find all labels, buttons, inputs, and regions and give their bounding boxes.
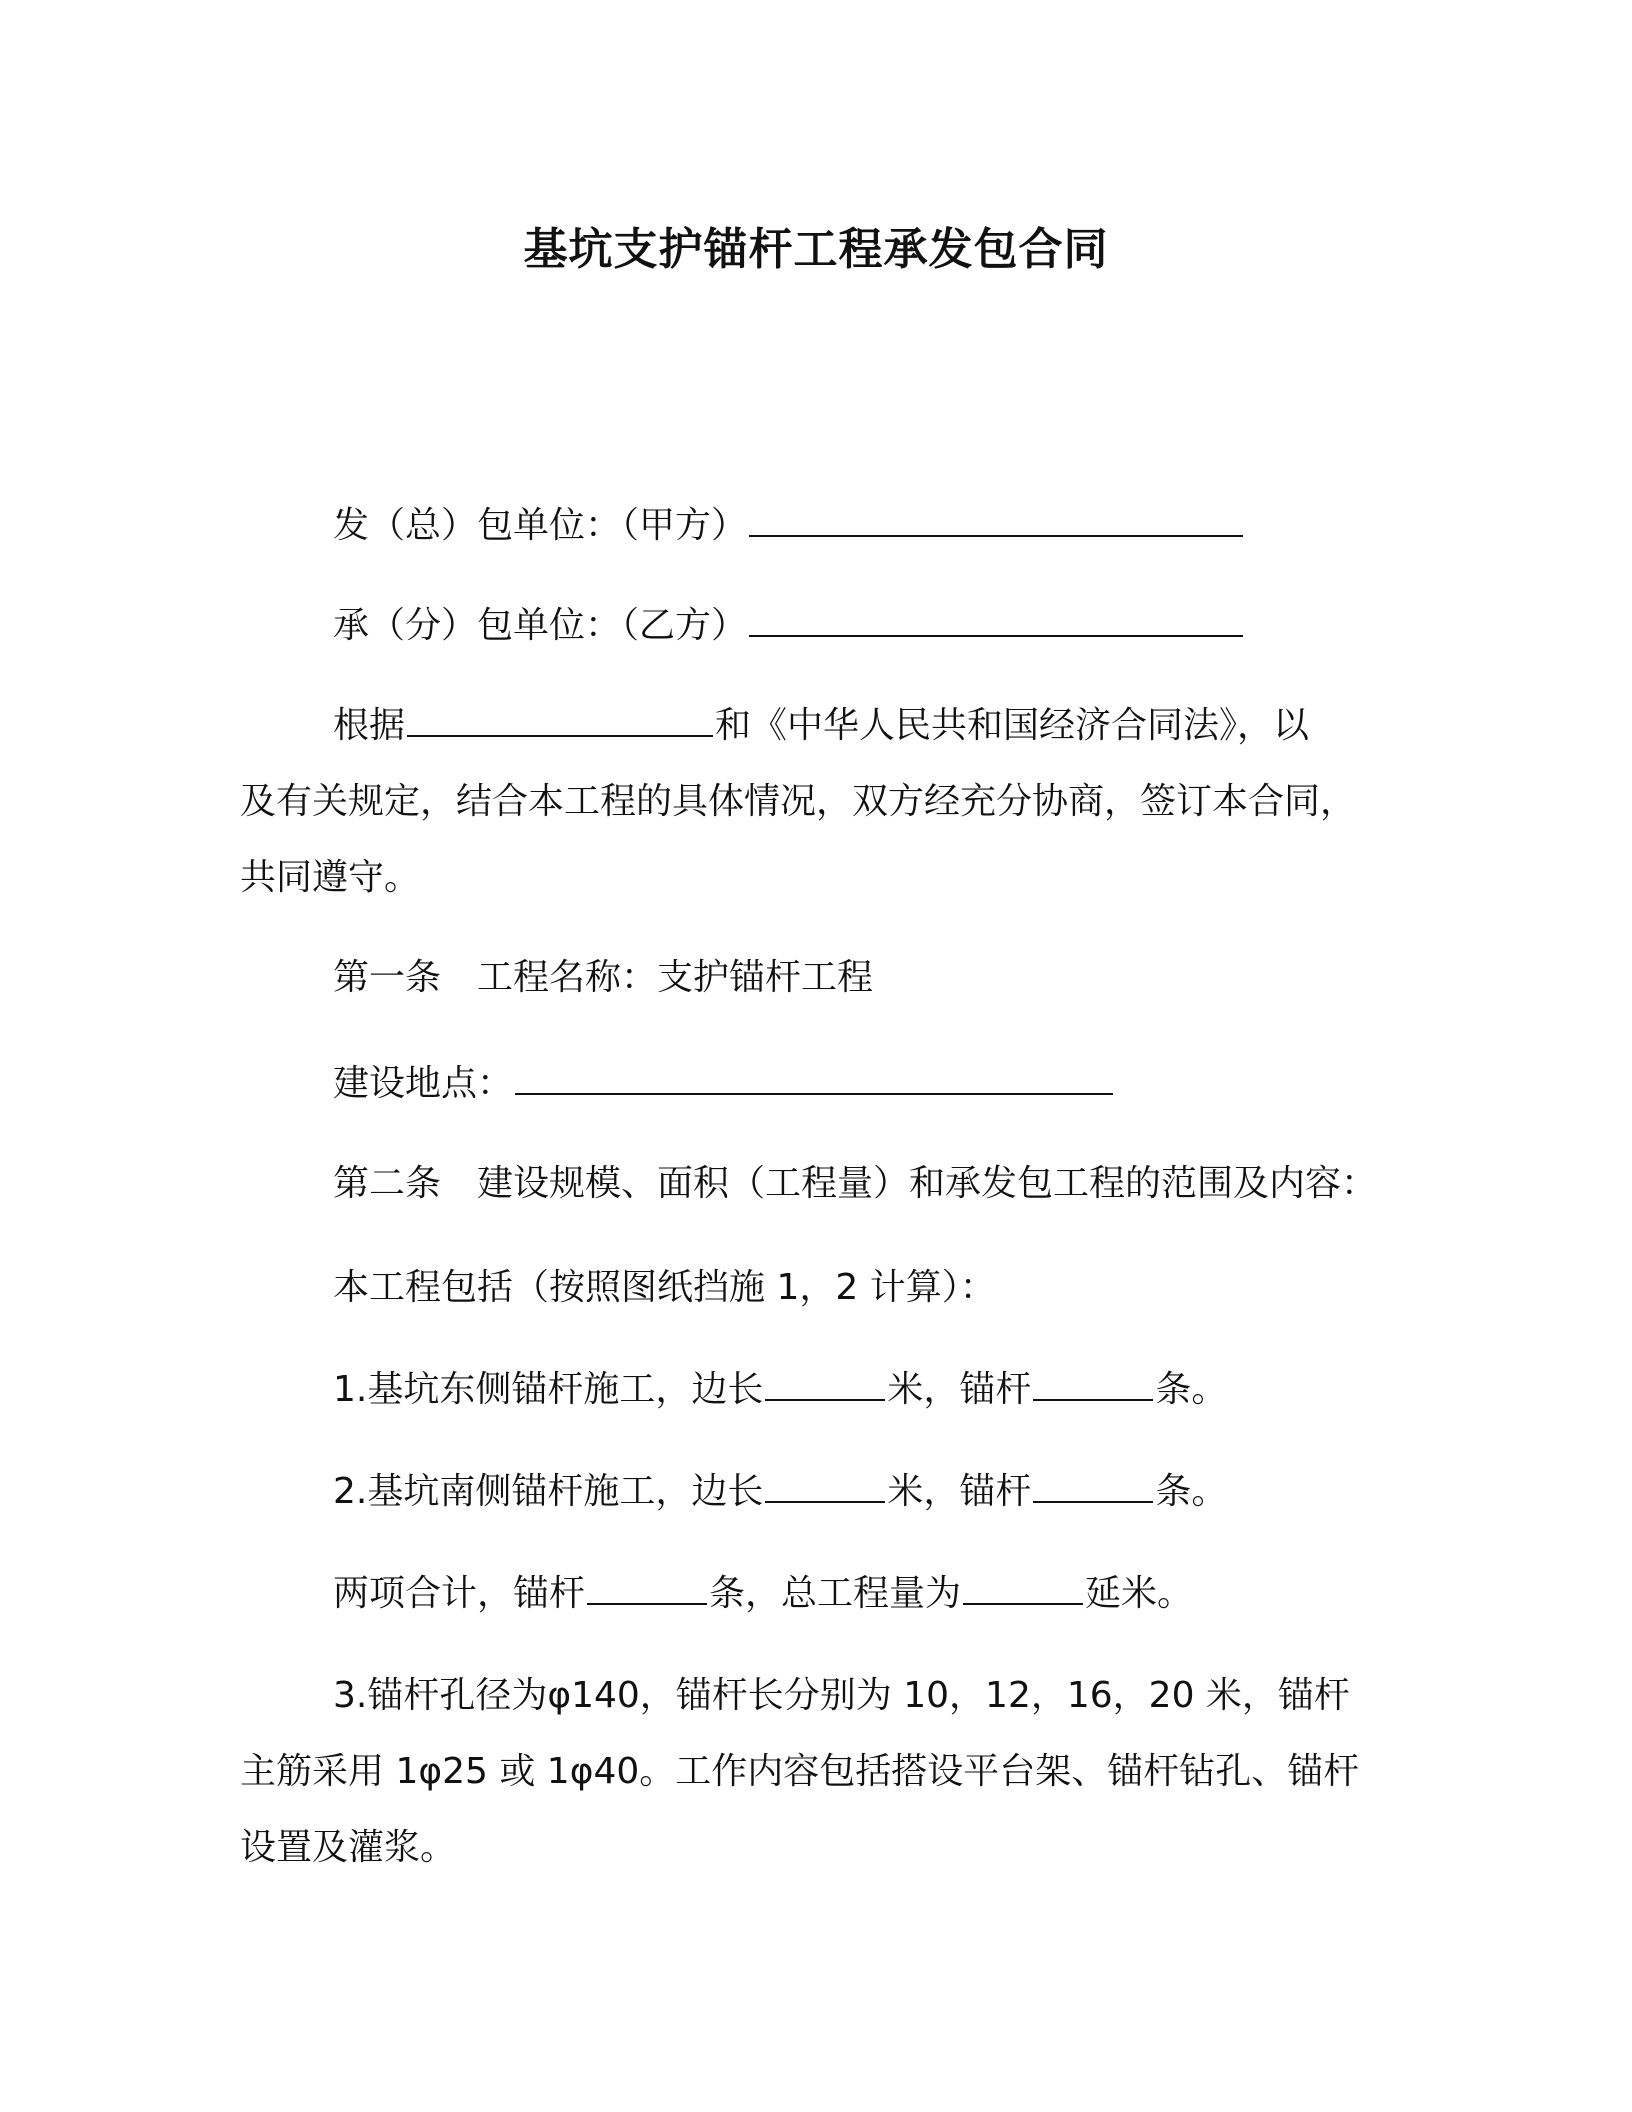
total-length-blank[interactable] xyxy=(963,1569,1083,1605)
party-b-blank[interactable] xyxy=(749,601,1243,637)
total-a: 两项合计，锚杆 xyxy=(333,1573,586,1614)
total-count-blank[interactable] xyxy=(587,1569,707,1605)
item-3-line-3: 设置及灌浆。 xyxy=(240,1827,457,1868)
item-1 xyxy=(333,1364,1227,1416)
item-2-b: 米，锚杆 xyxy=(887,1471,1032,1512)
item-2-length-blank[interactable] xyxy=(765,1467,885,1503)
item-1-b: 米，锚杆 xyxy=(887,1369,1032,1410)
item-3-line-1: 3.锚杆孔径为φ140，锚杆长分别为 10，12，16，20 米，锚杆 xyxy=(333,1675,1350,1716)
article-1-heading: 第一条 xyxy=(333,957,442,998)
total-b: 条，总工程量为 xyxy=(709,1573,962,1614)
item-2-c: 条。 xyxy=(1155,1471,1228,1512)
item-1-c: 条。 xyxy=(1155,1369,1228,1410)
party-b-line xyxy=(333,600,1245,652)
location-line xyxy=(333,1058,1115,1110)
item-1-a: 1.基坑东侧锚杆施工，边长 xyxy=(333,1369,764,1410)
preamble-part2: 和《中华人民共和国经济合同法》，以 xyxy=(715,705,1310,746)
item-1-count-blank[interactable] xyxy=(1033,1365,1153,1401)
article-1-text: 工程名称：支护锚杆工程 xyxy=(477,957,874,998)
document-title: 基坑支护锚杆工程承发包合同 xyxy=(523,224,1109,275)
article-2-heading: 第二条 xyxy=(333,1163,442,1204)
location-label: 建设地点： xyxy=(333,1063,514,1104)
item-3-line-2: 主筋采用 1φ25 或 1φ40。工作内容包括搭设平台架、锚杆钻孔、锚杆 xyxy=(240,1751,1360,1792)
total-c: 延米。 xyxy=(1085,1573,1194,1614)
article-1 xyxy=(333,952,873,1004)
party-a-label: 发（总）包单位：（甲方） xyxy=(333,505,748,546)
party-b-label: 承（分）包单位：（乙方） xyxy=(333,605,748,646)
article-2-text: 建设规模、面积（工程量）和承发包工程的范围及内容： xyxy=(477,1163,1378,1204)
item-2-a: 2.基坑南侧锚杆施工，边长 xyxy=(333,1471,764,1512)
item-1-length-blank[interactable] xyxy=(765,1365,885,1401)
article-2 xyxy=(333,1158,1377,1210)
total-line xyxy=(333,1568,1193,1620)
preamble-line-1 xyxy=(333,700,1309,752)
item-2 xyxy=(333,1466,1227,1518)
preamble-basis-blank[interactable] xyxy=(407,701,713,737)
location-blank[interactable] xyxy=(515,1059,1113,1095)
preamble-line-3: 共同遵守。 xyxy=(240,857,421,898)
item-2-count-blank[interactable] xyxy=(1033,1467,1153,1503)
scope-intro: 本工程包括（按照图纸挡施 1，2 计算）： xyxy=(333,1267,996,1308)
party-a-line xyxy=(333,500,1245,552)
preamble-part1: 根据 xyxy=(333,705,406,746)
party-a-blank[interactable] xyxy=(749,501,1243,537)
preamble-line-2: 及有关规定，结合本工程的具体情况，双方经充分协商，签订本合同， xyxy=(240,781,1357,822)
